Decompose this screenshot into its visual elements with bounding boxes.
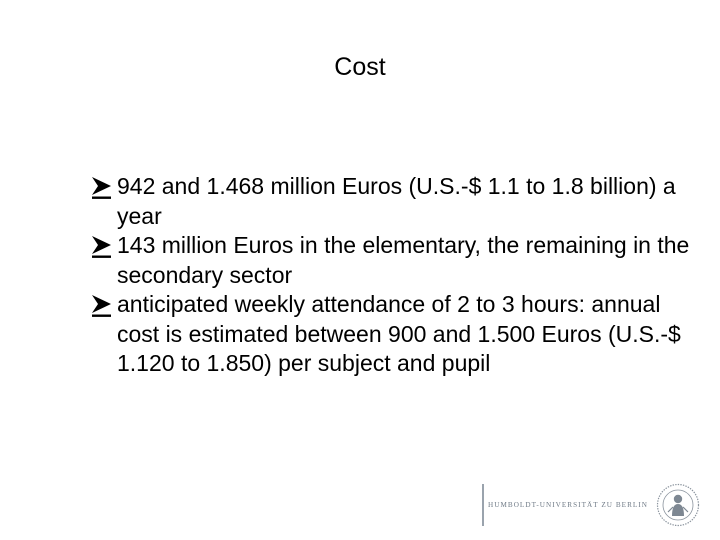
bullet-text: anticipated weekly attendance of 2 to 3 hours: annual cost is estimated between 900 and 1.500 Euros (U.S.-$ 1.120 to 1.850) per subject and pupil <box>117 291 681 376</box>
bullet-text: 143 million Euros in the elementary, the remaining in the secondary sector <box>117 232 690 288</box>
arrow-bullet-icon <box>90 290 116 319</box>
bullet-item <box>90 290 690 379</box>
logo-divider <box>482 484 484 526</box>
bullet-text: 942 and 1.468 million Euros (U.S.-$ 1.1 to 1.8 billion) a year <box>117 173 676 229</box>
bullet-list <box>90 172 690 379</box>
svg-text:HUMBOLDT-UNIVERSITÄT ZU BERLIN: HUMBOLDT-UNIVERSITÄT ZU BERLIN <box>488 500 648 509</box>
university-seal-icon <box>654 482 702 528</box>
bullet-item <box>90 172 690 231</box>
slide-title <box>0 52 720 82</box>
slide-title-text: Cost <box>334 53 386 81</box>
university-logo <box>482 482 708 528</box>
arrow-bullet-icon <box>90 231 116 260</box>
bullet-item <box>90 231 690 290</box>
arrow-bullet-icon <box>90 172 116 201</box>
logo-wordmark <box>488 497 648 511</box>
